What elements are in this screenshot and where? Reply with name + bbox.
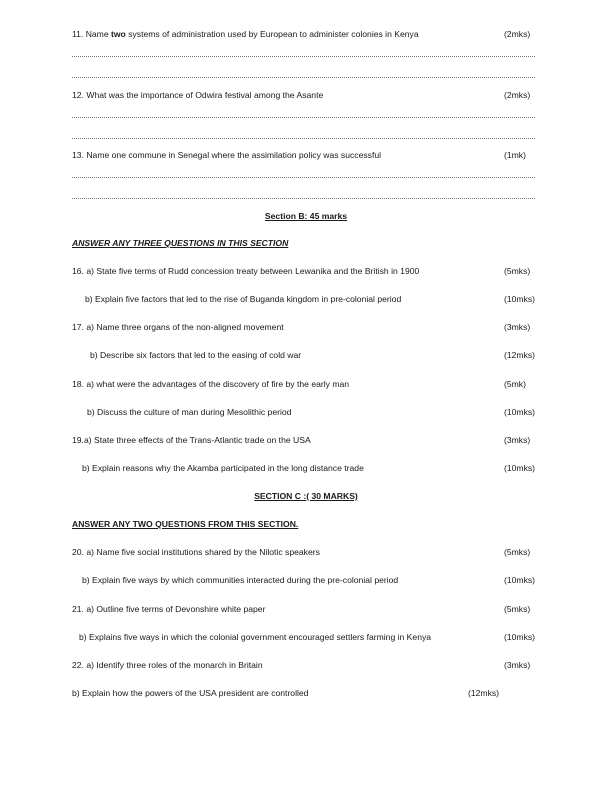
section-b-heading	[0, 211, 612, 222]
question-21b: b) Explains five ways in which the colonial government encouraged settlers farming in Kenya	[79, 632, 432, 642]
question-22b: b) Explain how the powers of the USA president are controlled	[72, 688, 309, 698]
q11-bold: two	[111, 29, 126, 39]
question-20b: b) Explain five ways by which communities interacted during the pre-colonial period	[82, 575, 399, 585]
question-11	[72, 29, 419, 40]
question-22a: 22. a) Identify three roles of the monarch in Britain	[72, 660, 263, 670]
question-13: 13. Name one commune in Senegal where the assimilation policy was successful	[72, 150, 382, 160]
question-17b: b) Describe six factors that led to the easing of cold war	[90, 350, 302, 360]
marks: (10mks)	[504, 632, 536, 642]
marks: (5mks)	[504, 604, 531, 614]
marks: (10mks)	[504, 463, 536, 473]
marks: (5mks)	[504, 266, 531, 276]
marks: (5mk)	[504, 379, 526, 389]
marks: (5mks)	[504, 547, 531, 557]
answer-line	[72, 77, 535, 78]
q11-text: 11. Name	[72, 29, 112, 39]
answer-line	[72, 117, 535, 118]
answer-line	[72, 138, 535, 139]
answer-line	[72, 177, 535, 178]
q12-marks: (2mks)	[504, 90, 531, 100]
marks: (3mks)	[504, 322, 531, 332]
section-c-heading-text: SECTION C :( 30 MARKS)	[254, 491, 358, 501]
question-18a: 18. a) what were the advantages of the discovery of fire by the early man	[72, 379, 350, 389]
marks: (10mks)	[504, 407, 536, 417]
question-18b: b) Discuss the culture of man during Mesolithic period	[87, 407, 292, 417]
question-16b: b) Explain five factors that led to the rise of Buganda kingdom in pre-colonial period	[85, 294, 402, 304]
q11-marks: (2mks)	[504, 29, 531, 39]
marks: (12mks)	[504, 350, 536, 360]
marks: (3mks)	[504, 660, 531, 670]
marks: (3mks)	[504, 435, 531, 445]
section-c-heading	[0, 491, 612, 502]
answer-line	[72, 56, 535, 57]
marks: (10mks)	[504, 575, 536, 585]
marks: (12mks)	[468, 688, 500, 698]
section-c-instruction: ANSWER ANY TWO QUESTIONS FROM THIS SECTION.	[72, 519, 299, 529]
question-20a: 20. a) Name five social institutions shared by the Nilotic speakers	[72, 547, 320, 557]
section-b-heading-text: Section B: 45 marks	[264, 211, 348, 221]
question-21a: 21. a) Outline five terms of Devonshire white paper	[72, 604, 266, 614]
question-16a: 16. a) State five terms of Rudd concession treaty between Lewanika and the British in 1900	[72, 266, 420, 276]
answer-line	[72, 198, 535, 199]
marks: (10mks)	[504, 294, 536, 304]
question-12: 12. What was the importance of Odwira festival among the Asante	[72, 90, 324, 100]
question-19a: 19.a) State three effects of the Trans-Atlantic trade on the USA	[72, 435, 311, 445]
question-19b: b) Explain reasons why the Akamba participated in the long distance trade	[82, 463, 364, 473]
section-b-instruction: ANSWER ANY THREE QUESTIONS IN THIS SECTION	[72, 238, 289, 248]
q11-text-end: systems of administration used by European to administer colonies in Kenya	[125, 29, 419, 39]
question-17a: 17. a) Name three organs of the non-aligned movement	[72, 322, 284, 332]
q13-marks: (1mk)	[504, 150, 526, 160]
